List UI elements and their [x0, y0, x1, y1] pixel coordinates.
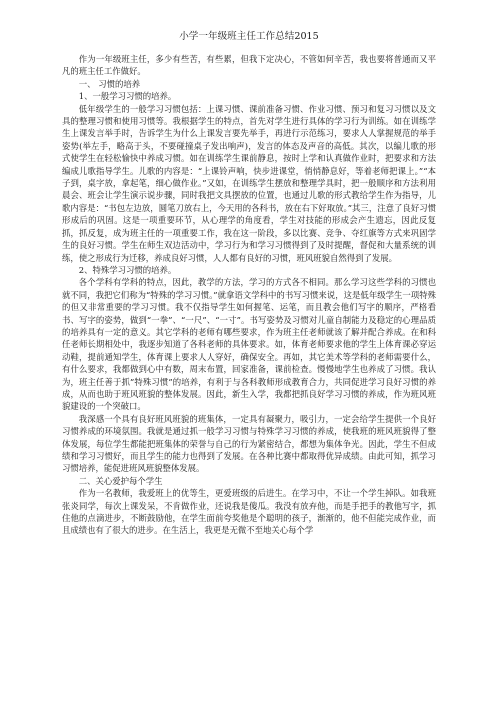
paragraph: 我深感一个具有良好班风班貌的班集体，一定具有凝聚力，吸引力，一定会给学生提供一个良好习惯养成的环境氛围。我就是通过抓一般学习习惯与特殊学习习惯的养成，使我班的班风班貌得了整体发展，每位学生都能把班集体的荣誉与自己的行为紧密结合，都想为集体争光。因此，学生不但成绩和学习习惯好，而且学生的能力也得到了发展。在各种比赛中都取得优异成绩。由此可知，抓学习习惯培养，能促进班风班貌整体发展。 — [62, 413, 436, 474]
paragraph: 作为一名教师，我爱班上的优等生，更爱班级的后进生。在学习中，不让一个学生掉队。如我班张炎同学，每次上课发呆，不肯做作业，还说我是傻瓜。我没有放弃他，而是手把手的教他写字，抓住他的点滴进步，不断鼓励他，在学生面前夸奖他是个聪明的孩子，渐渐的，他不但能完成作业，而且成绩也有了很大的进步。在生活上，我更是无微不至地关心每个学 — [62, 488, 436, 536]
paragraph: 作为一年级班主任，多少有些苦，有些累，但我下定决心，不管如何辛苦，我也要将普通而又平凡的班主任工作做好。 — [62, 54, 436, 77]
paragraph: 低年级学生的一般学习习惯包括：上课习惯、课前准备习惯、作业习惯、预习和复习习惯以及文具的整理习惯和使用习惯等。我根据学生的特点，首先对学生进行具体的学习行为训练。如在训练学生上课发言举手时，告诉学生为什么上课发言要先举手，再进行示范练习，要求人人掌握规范的举手姿势(举左手，略高于头，不要碰撞桌子发出响声)，发言的体态及声音的高低。其次，以编儿歌的形式使学生在轻松愉快中养成习惯。如在训练学生课前静息，按时上学和认真做作业时，把要求和方法编成儿歌指导学生。儿歌的内容是：“上课铃声响，快步进课堂，悄悄静息好，等着老师把课上。”“本子到，桌字放，拿起笔，细心做作业。”又如，在训练学生摆放和整理学具时，把一般顺序和方法利用晨会、班会让学生演示说步骤，同时我把文具摆放的位置，也通过儿歌的形式教给学生作为指导，儿歌内容是：“书包左边放，圆笔刀放右上，今天用的各科书，放在右下好取放。”其三，注意了良好习惯形成后的巩固。这是一项重要环节，从心理学的角度看，学生对技能的形成会产生遗忘，因此反复抓，抓反复，成为班主任的一项重要工作，我在这一阶段，多以比赛、竞争、夺红旗等方式来巩固学生的良好习惯。学生在师生双边活动中，学习行为和学习习惯得到了及时提醒，督促和大量系统的训练，使之形成行为迁移，养成良好习惯，人人都有良好的习惯，班风班貌自然得到了发展。 — [62, 103, 436, 263]
document-title: 小学一年级班主任工作总结2015 — [179, 31, 319, 42]
document-body — [62, 53, 436, 537]
section-heading: 一、 习惯的培养 — [78, 78, 141, 89]
paragraph: 各个学科有学科的特点，因此，教学的方法，学习的方式各不相同。那么学习这些学科的习惯也就不同，我把它们称为“特殊的学习习惯。”就拿语文学科中的书写习惯来说，这是低年级学生一项特殊的但又非常重要的学习习惯。我不仅指导学生如何握笔、运笔，而且教会他们写字的顺序，严格看书、写字的姿势，做到“一拳”、“一尺”、“一寸”。书写姿势及习惯对儿童自制能力及稳定的心理品质的培养具有一定的意义。其它学科的老师有哪些要求，作为班主任老师就该了解并配合养成。在和科任老师长期相处中，我逐步知道了各科老师的具体要求。如，体育老师要求他的学生上体育课必穿运动鞋，提前通知学生，体育课上要求人人穿好，确保安全。再如，其它美术等学科的老师需要什么，有什么要求，我都做到心中有数，周末布置，回家准备，课前检查。慢慢地学生也养成了习惯。我认为，班主任善于抓”特殊习惯”的培养，有利于与各科教师形成教育合力，共同促进学习良好习惯的养成，从而也助于班风班貌的整体发展。因此，新生入学，我都把抓良好学习习惯的养成，作为班风班貌建设的一个突破口。 — [62, 277, 436, 412]
subsection-heading: 2、特殊学习习惯的培养。 — [78, 264, 177, 275]
subsection-heading: 1、一般学习习惯的培养。 — [78, 91, 177, 102]
section-heading: 二、关心爱护每个学生 — [78, 475, 163, 486]
